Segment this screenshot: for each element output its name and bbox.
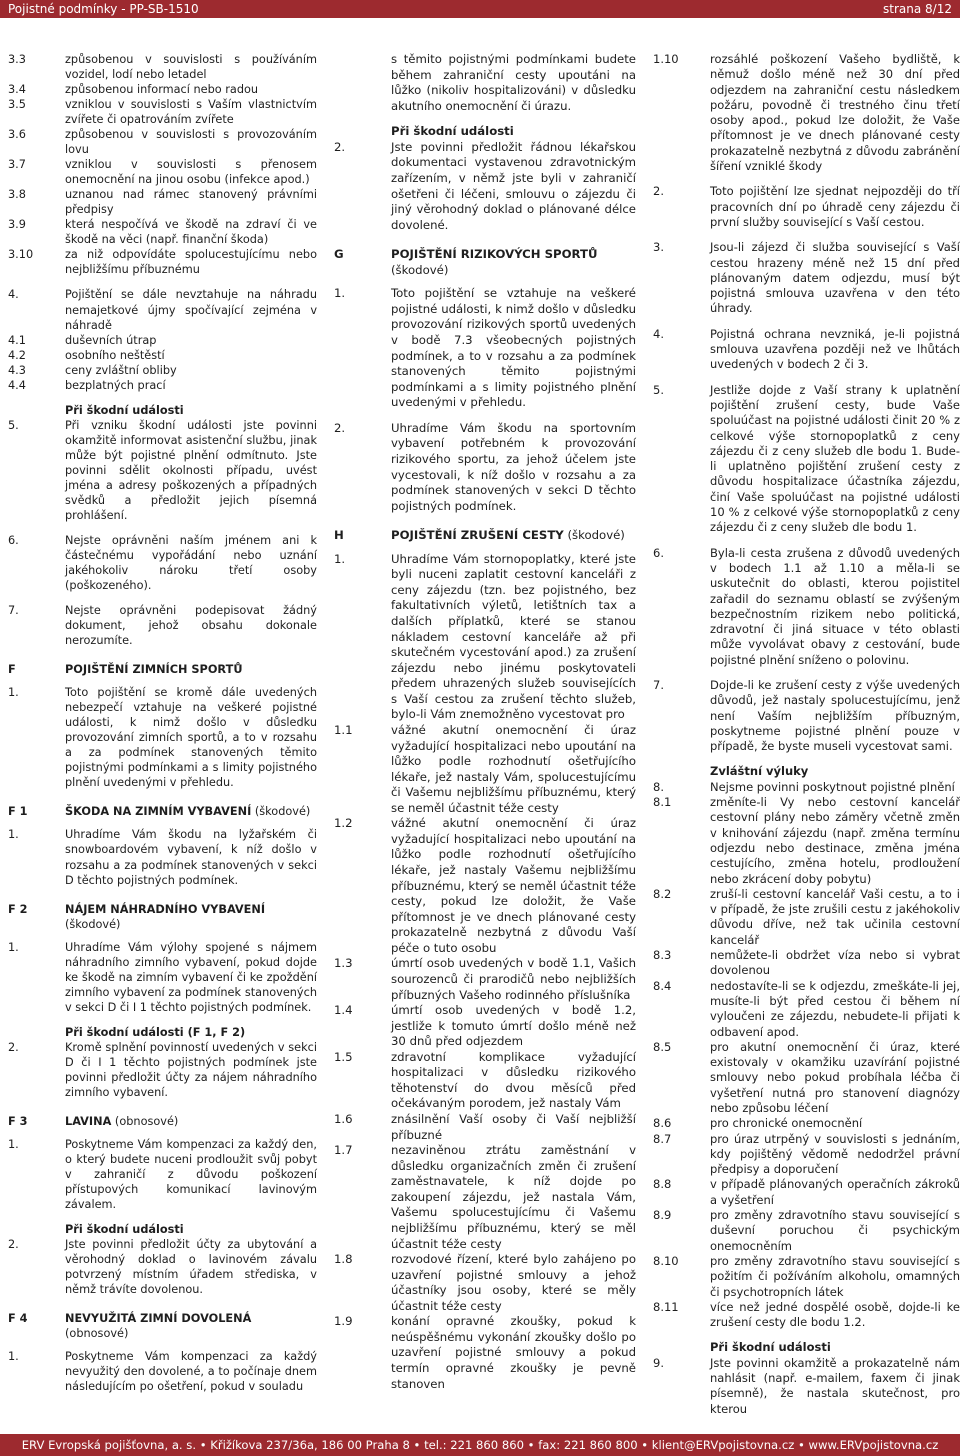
clause-text: více než jedné dospělé osobě, dojde-li ke zrušení cesty dle bodu 1.2.	[710, 1299, 960, 1330]
column-left	[8, 52, 317, 1394]
clause-text: pro úraz utrpěný v souvislosti s jednáním, kdy pojištěný vědomě nedodržel právní předpisy a doporučení	[710, 1131, 960, 1177]
section-title: POJIŠTĚNÍ RIZIKOVÝCH SPORTŮ	[391, 247, 598, 262]
clause	[8, 1137, 317, 1212]
clause-text: v případě plánovaných operačních zákroků a vyšetření	[710, 1177, 960, 1207]
clause	[8, 333, 317, 348]
clause-text: Toto pojištění se vztahuje na veškeré pojistné události, k nimž došlo v důsledku provozování rizikových sportů uvedených v bodě 7.3 všeobecných pojistných podmínek, a to v rozsahu a za podmínek stanovených těmito pojistnými podmínkami a s limity pojistného plnění uvedenými v přehledu.	[391, 286, 636, 410]
clause-number: 1.10	[653, 52, 679, 66]
clause-text: znásilnění Vaší osoby či Vaší nejbližší příbuzné	[391, 1112, 636, 1142]
clause-number: 8.8	[653, 1177, 672, 1192]
clause	[653, 546, 960, 668]
clause	[653, 184, 960, 230]
clause	[334, 286, 636, 411]
clause-number: 4.3	[8, 363, 26, 377]
clause-number: 3.4	[8, 83, 26, 97]
clause-number: 4.4	[8, 378, 26, 392]
clause-text: úmrtí osob uvedených v bodě 1.1, Vašich sourozenců či prarodičů nebo nejbližších příbuzných Vašeho rodinného příslušníka	[391, 956, 636, 1002]
clause-number: 2.	[334, 420, 346, 435]
page-header	[0, 0, 960, 18]
clause	[653, 887, 960, 948]
column-right	[653, 52, 960, 1417]
clause-number: 1.7	[334, 1143, 353, 1158]
section-title: POJIŠTĚNÍ ZIMNÍCH SPORTŮ	[65, 663, 243, 677]
clause	[8, 1040, 317, 1100]
clause-number: 8.9	[653, 1208, 672, 1223]
clause-text: Toto pojištění se kromě dále uvedených nebezpečí vztahuje na veškeré pojistné události, k nimž došlo v důsledku provozování zimních sportů, a to v rozsahu a za podmínek stanovených těmito pojistnými podmínkami a s limity pojistného plnění uvedenými v přehledu.	[65, 686, 317, 790]
clause-text: Dojde-li ke zrušení cesty z výše uvedených důvodů, jež nastaly spolucestujícímu, jenž není Vaším nejbližším příbuzným, poskytneme pojistné plnění pouze v případě, že byste museli vycestovat sami.	[710, 677, 960, 754]
clause-text: způsobenou v souvislosti s používáním vozidel, lodí nebo letadel	[65, 53, 317, 82]
clause-number: 8.2	[653, 886, 672, 901]
clause-text: Uhradíme Vám výlohy spojené s nájmem náhradního zimního vybavení, pokud dojde ke škodě na zimním vybavení či ke zpoždění zimního vybavení za podmínek stanovených v sekci D či I 1 těchto pojistných podmínek.	[65, 940, 317, 1014]
clause-text: Nejste oprávněni naším jménem ani k částečnému vypořádání nebo uznání jakéhokoliv nároku třetí osoby (poškozeného).	[65, 533, 317, 593]
clause-text: která nespočívá ve škodě na zdraví či ve škodě na věci (např. finanční škoda)	[65, 218, 317, 247]
clause-number: 4.	[653, 326, 664, 341]
clause-number: 3.8	[8, 188, 26, 202]
clause-text: duševních útrap	[65, 333, 157, 347]
subheading: Při škodní události	[65, 1223, 184, 1237]
clause	[653, 1040, 960, 1116]
clause	[334, 1314, 636, 1392]
clause-text: pro změny zdravotního stavu související s duševní poruchou či psychickým onemocněním	[710, 1208, 960, 1253]
clause	[334, 816, 636, 956]
clause-text: s těmito pojistnými podmínkami budete během zahraniční cesty upoutáni na lůžko (nikoliv hospitalizováni) v důsledku akutního onemocnění či úrazu.	[391, 52, 636, 113]
clause-number: 1.	[8, 686, 19, 700]
clause-number: 6.	[8, 533, 19, 547]
clause-text: Jsou-li zájezd či služba související s Vaší cestou hrazeny méně než 15 dní před plánovaným datem odjezdu, musí být pojistná smlouva uzavřena v den této úhrady.	[710, 240, 960, 316]
clause-text: Pojištění se dále nevztahuje na náhradu nemajetkové újmy spočívající zejména v náhradě	[65, 288, 317, 332]
clause	[8, 348, 317, 363]
clause-text: Jste povinni okamžitě a prokazatelně nám nahlásit (např. e-mailem, faxem či jinak písemně), že nastala skutečnost, pro kterou	[710, 1355, 960, 1416]
subheading: Při škodní události	[391, 124, 514, 139]
clause	[8, 378, 317, 393]
clause-number: 7.	[653, 677, 664, 692]
clause-text: nezaviněnou ztrátu zaměstnání v důsledku organizačních změn či zrušení zaměstnavatele, k níž dojde po zakoupení zájezdu, jež nastala Vám, Vašemu spolucestujícímu či Vašemu nejbližšímu příbuznému, který se měl účastnit téže cesty	[391, 1143, 636, 1251]
section-heading	[8, 1311, 317, 1341]
clause-text: zruší-li cestovní kancelář Vaši cestu, a to i v případě, že jste zrušili cestu z jakéhokoliv důvodu dříve, než tak učinila cestovní kancelář	[710, 886, 960, 947]
clause-text: nedostavíte-li se k odjezdu, zmeškáte-li jej, musíte-li být před cestou či během ní vyloučeni ze zájezdu, nebudete-li přijati k odbavení apod.	[710, 978, 960, 1039]
clause	[8, 82, 317, 97]
clause-number: 1.	[8, 1137, 19, 1151]
clause-number: 8.7	[653, 1131, 672, 1146]
clause-number: 3.9	[8, 218, 26, 232]
clause	[8, 287, 317, 332]
clause	[653, 1132, 960, 1178]
clause-text: Toto pojištění lze sjednat nejpozději do tří pracovních dní po úhradě ceny zájezdu či první služby související s Vaší cestou.	[710, 184, 960, 229]
clause-number: 8.11	[653, 1299, 679, 1314]
clause-number: 7.	[8, 604, 19, 618]
clause-number: 1.5	[334, 1049, 353, 1064]
clause-text: Uhradíme Vám stornopoplatky, které jste byli nuceni zaplatit cestovní kanceláři z ceny zájezdu (tzn. bez pojistného, bez fakultativních výletů, letištních tax a dalších příplatků, které se stanou nákladem cestovní kanceláře až při skutečném vycestování apod.) za zrušení zájezdu nebo jinému poskytovateli předem uhrazených služeb souvisejících s Vaší cestou za zrušení těchto služeb, bylo-li Vám znemožněno vycestovat pro	[391, 551, 636, 722]
clause-number: 3.7	[8, 158, 26, 172]
clause-number: 3.5	[8, 98, 26, 112]
clause	[334, 1050, 636, 1112]
subheading: Při škodní události (F 1, F 2)	[65, 1025, 246, 1039]
subheading: Při škodní události	[710, 1340, 831, 1355]
clause-text: Při vzniku škodní události jste povinni okamžitě informovat asistenční službu, jinak může být pojistné plnění odmítnuto. Jste povinni sdělit okolnosti případu, uvést jména a adresy poškozených a případných svědků a předložit jejich písemná prohlášení.	[65, 418, 317, 522]
section-title: LAVINA	[65, 1114, 112, 1128]
clause-text: Jste povinni předložit účty za ubytování a věrohodný doklad o lavinovém závalu potvrzený místním úřadem střediska, v němž trávíte dovolenou.	[65, 1238, 317, 1297]
clause	[653, 52, 960, 174]
section-type: (škodové)	[563, 528, 625, 543]
footer-contact: ERV Evropská pojišťovna, a. s. • Křižíkova 237/36a, 186 00 Praha 8 • tel.: 221 860 860 • fax: 221 860 800 • klient@ERVpojistovna.cz • www.ERVpojistovna.cz	[21, 1438, 939, 1452]
section-title: POJIŠTĚNÍ ZRUŠENÍ CESTY	[391, 528, 564, 543]
clause-number: 1.	[8, 940, 19, 954]
clause-text: ceny zvláštní obliby	[65, 363, 177, 377]
section-code: F 2	[8, 902, 28, 916]
clause-number: 9.	[653, 1355, 664, 1370]
section-heading	[334, 247, 636, 278]
column-middle	[334, 52, 636, 1392]
clause	[334, 956, 636, 1003]
clause	[334, 421, 636, 514]
clause-number: 8.	[653, 779, 664, 794]
clause	[653, 678, 960, 754]
clause	[8, 685, 317, 790]
section-code: F 4	[8, 1312, 28, 1326]
clause	[8, 533, 317, 593]
clause	[653, 979, 960, 1040]
clause	[653, 795, 960, 887]
page-number: strana 8/12	[883, 2, 952, 16]
section-code: H	[334, 528, 344, 543]
clause-number: 4.2	[8, 348, 26, 362]
clause-number: 1.9	[334, 1314, 353, 1329]
clause	[334, 140, 636, 233]
clause	[8, 157, 317, 187]
section-code: F 1	[8, 805, 28, 819]
clause	[653, 240, 960, 316]
clause-number: 1.	[334, 551, 346, 566]
section-code: F 3	[8, 1114, 28, 1128]
clause-text: bezplatných prací	[65, 378, 166, 392]
clause-text: způsobenou v souvislosti s provozováním lovu	[65, 128, 317, 157]
clause	[653, 383, 960, 536]
section-code: F	[8, 663, 16, 677]
clause-number: 4.	[8, 288, 19, 302]
clause-text: Jste povinni předložit řádnou lékařskou dokumentaci vystavenou zdravotnickým zařízením, v němž jste byli v zahraničí ošetřeni či léčeni, smlouvu o zájezdu či jiný věrohodný doklad o plánované délce dovolené.	[391, 139, 636, 232]
document-title: Pojistné podmínky - PP-SB-1510	[8, 2, 199, 16]
subheading: Při škodní události	[65, 403, 184, 417]
clause-number: 3.3	[8, 53, 26, 66]
clause-text: nemůžete-li obdržet víza nebo si vybrat dovolenou	[710, 948, 960, 978]
clause	[8, 603, 317, 648]
section-title: NEVYUŽITÁ ZIMNÍ DOVOLENÁ	[65, 1312, 252, 1326]
clause-text: vzniklou v souvislosti s přenosem onemocnění na jinou osobu (infekce apod.)	[65, 158, 317, 187]
section-type: (obnosové)	[111, 1114, 179, 1128]
clause-text: konání opravné zkoušky, pokud k neúspěšnému vykonání zkoušky došlo po uzavření pojistné smlouvy a pokud termín opravné zkoušky je pevně stanoven	[391, 1314, 636, 1391]
clause-text: Poskytneme Vám kompenzaci za každý nevyužitý den dovolené, a to počínaje dnem následujícím po ošetření, pokud v souladu	[65, 1350, 317, 1394]
clause-text: vzniklou v souvislosti s Vaším vlastnictvím zvířete či opatrováním zvířete	[65, 98, 317, 127]
clause	[653, 780, 960, 795]
section-heading	[8, 804, 317, 819]
clause-text: Uhradíme Vám škodu na sportovním vybavení potřebném k provozování rizikového sportu, za jehož účelem jste vycestovali, k níž došlo v rozsahu a za podmínek stanovených v sekci D těchto pojistných podmínek.	[391, 420, 636, 513]
clause	[334, 1252, 636, 1314]
clause-text: za niž odpovídáte spolucestujícímu nebo nejbližšímu příbuznému	[65, 248, 317, 277]
section-title: NÁJEM NÁHRADNÍHO VYBAVENÍ	[65, 902, 266, 916]
clause-text: pro chronické onemocnění	[710, 1116, 863, 1131]
section-code: G	[334, 247, 344, 262]
section-type: (škodové)	[65, 917, 121, 931]
clause	[653, 327, 960, 373]
clause-number: 3.	[653, 240, 664, 255]
clause-number: 1.8	[334, 1252, 353, 1267]
clause-number: 1.	[8, 1350, 19, 1364]
clause-number: 1.6	[334, 1112, 353, 1126]
clause-text: rozsáhlé poškození Vašeho bydliště, k němuž došlo méně než 30 dní před odjezdem na zahraniční cestu následkem požáru, povodně či trestného činu třetí osoby apod., pokud lze doložit, že Vaše přítomnost je ve dnech plánované cesty prokazatelně nezbytná z důvodu zabránění šíření vzniklé škody	[710, 52, 960, 174]
clause-text: vážné akutní onemocnění či úraz vyžadující hospitalizaci nebo upoutání na lůžko podle rozhodnutí ošetřujícího lékaře, jež nastaly Vám, spolucestujícímu či Vašemu nejbližšímu příbuznému, který se neměl účastnit téže cesty	[391, 722, 636, 815]
section-type: (obnosové)	[65, 1327, 129, 1341]
clause-text: Kromě splnění povinností uvedených v sekci D či I 1 těchto pojistných podmínek jste povinni předložit účty za nájem náhradního zimního vybavení.	[65, 1040, 317, 1099]
clause-text: úmrtí osob uvedených v bodě 1.2, jestliže k tomuto úmrtí došlo méně než 30 dnů před odjezdem	[391, 1003, 636, 1049]
clause	[8, 187, 317, 217]
clause-text: osobního neštěstí	[65, 348, 165, 362]
clause-text: změníte-li Vy nebo cestovní kancelář cestovní plány nebo záměry včetně změn v knihování zájezdu (např. změna termínu odjezdu nebo destinace, změna jména cestujícího, změna hotelu, prodloužení nebo zkrácení doby pobytu)	[710, 795, 960, 886]
clause-text: Uhradíme Vám škodu na lyžařském či snowboardovém vybavení, k níž došlo v rozsahu a za podmínek stanovených v sekci D těchto pojistných podmínek.	[65, 828, 317, 887]
clause-number: 1.4	[334, 1003, 353, 1018]
clause-text: rozvodové řízení, které bylo zahájeno po uzavření pojistné smlouvy a jehož účastníky jsou osoby, které se měly účastnit téže cesty	[391, 1252, 636, 1313]
clause-text: Jestliže dojde z Vaší strany k uplatnění pojištění zrušení cesty, bude Vaše spoluúčast na pojistné události činit 20 % z celkové výše stornopoplatků z ceny zájezdu či z ceny služeb dle bodu 1. Bude-li uplatněno pojištění zrušení cesty z důvodu hospitalizace účastníka zájezdu, činí Vaše spoluúčast na pojistné události 10 % z celkové výše stornopoplatků z ceny zájezdu či z ceny služeb dle bodu 1.	[710, 382, 960, 535]
clause	[8, 247, 317, 277]
clause	[334, 1112, 636, 1143]
clause-text: vážné akutní onemocnění či úraz vyžadující hospitalizaci nebo upoutání na lůžko podle rozhodnutí ošetřujícího lékaře, jež nastaly Vašemu nejbližšímu příbuznému, který se neměl účastnit téže cesty, pokud lze doložit, že Vaše přítomnost je ve dnech plánované cesty prokazatelně nezbytná z důvodu Vaší péče o tuto osobu	[391, 816, 636, 955]
clause-number: 2.	[653, 184, 664, 199]
section-heading	[8, 1114, 317, 1129]
clause	[8, 217, 317, 247]
clause	[334, 52, 636, 114]
clause-number: 8.10	[653, 1253, 679, 1268]
clause	[334, 723, 636, 816]
clause-number: 5.	[653, 382, 664, 397]
clause	[8, 940, 317, 1015]
clause-text: Nejste oprávněni podepisovat žádný dokument, jehož obsahu dokonale nerozumíte.	[65, 604, 317, 648]
clause-text: Nejsme povinni poskytnout pojistné plnění	[710, 779, 955, 794]
clause-text: zdravotní komplikace vyžadující hospitalizaci v důsledku rizikového těhotenství do dvou měsíců před očekávaným porodem, jež nastaly Vám	[391, 1049, 636, 1111]
clause-text: pro změny zdravotního stavu související s požitím či požíváním alkoholu, omamných či psychotropních látek	[710, 1253, 960, 1299]
clause	[653, 948, 960, 979]
clause	[8, 827, 317, 887]
clause	[334, 1003, 636, 1050]
clause	[8, 127, 317, 157]
clause	[8, 363, 317, 378]
clause-number: 3.10	[8, 248, 34, 262]
clause-number: 1.3	[334, 956, 353, 971]
page-footer	[0, 1434, 960, 1456]
clause	[653, 1116, 960, 1131]
clause-text: Byla-li cesta zrušena z důvodů uvedených v bodech 1.1 až 1.10 a měla-li se uskutečnit do oblasti, kterou pojistitel zařadil do seznamu oblastí se zvýšeným bezpečnostním rizikem nebo politická, zdravotní či jiná situace v této oblasti může vyvolávat obavy z cestování, bude pojistné plnění sníženo o polovinu.	[710, 545, 960, 667]
clause-text: pro akutní onemocnění či úraz, které existovaly v okamžiku uzavírání pojistné smlouvy nebo pokud probíhala léčba či vyšetření nutná pro stanovení diagnózy nebo způsobu léčení	[710, 1039, 960, 1115]
clause	[8, 97, 317, 127]
clause-number: 1.	[334, 286, 346, 301]
clause	[653, 1300, 960, 1331]
clause	[8, 52, 317, 82]
section-heading	[8, 902, 317, 932]
clause	[8, 1237, 317, 1297]
clause-number: 1.	[8, 828, 19, 842]
clause-number: 6.	[653, 545, 664, 560]
clause-number: 8.5	[653, 1039, 672, 1054]
section-type: (škodové)	[391, 262, 449, 277]
clause-number: 8.6	[653, 1116, 672, 1131]
clause-number: 1.1	[334, 722, 353, 737]
clause-number: 2.	[334, 139, 346, 154]
clause	[8, 418, 317, 523]
clause	[653, 1177, 960, 1208]
clause	[653, 1254, 960, 1300]
clause-text: způsobenou informací nebo radou	[65, 83, 259, 97]
clause-number: 8.1	[653, 795, 672, 810]
clause	[653, 1208, 960, 1254]
clause	[8, 1349, 317, 1394]
section-type: (škodové)	[251, 805, 311, 819]
clause-number: 4.1	[8, 333, 26, 347]
subheading: Zvláštní výluky	[710, 764, 809, 779]
clause-number: 8.4	[653, 978, 672, 993]
clause-number: 2.	[8, 1238, 19, 1252]
clause-number: 8.3	[653, 948, 672, 963]
clause	[653, 1356, 960, 1417]
section-title: ŠKODA NA ZIMNÍM VYBAVENÍ	[65, 805, 252, 819]
clause-number: 1.2	[334, 816, 353, 831]
clause-text: uznanou nad rámec stanovený právními předpisy	[65, 188, 317, 217]
section-heading	[8, 662, 317, 677]
section-heading	[334, 528, 636, 544]
clause-text: Pojistná ochrana nevzniká, je-li pojistná smlouva uzavřena později než ve lhůtách uvedených v bodech 2 či 3.	[710, 326, 960, 372]
clause-number: 2.	[8, 1040, 19, 1054]
clause-text: Poskytneme Vám kompenzaci za každý den, o který budete nuceni prodloužit svůj pobyt v zahraničí z důvodu poškození přístupových komunikací lavinovým závalem.	[65, 1137, 317, 1212]
clause	[334, 552, 636, 723]
clause-number: 3.6	[8, 128, 26, 142]
clause	[334, 1143, 636, 1252]
clause-number: 5.	[8, 418, 19, 432]
